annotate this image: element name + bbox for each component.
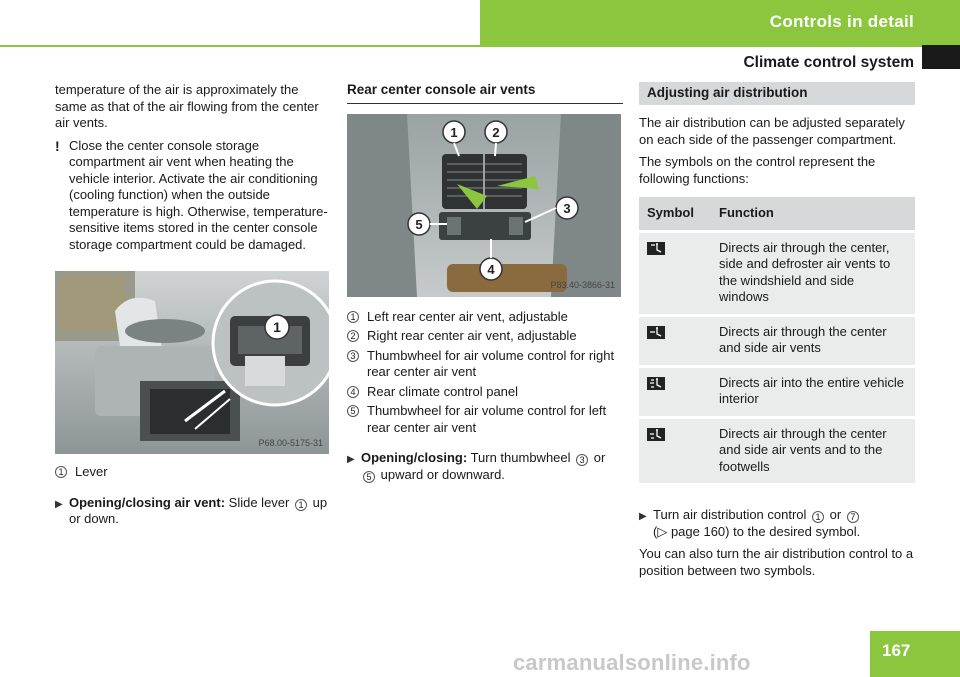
paragraph: The air distribution can be adjusted separately on each side of the passenger compartment.: [639, 115, 905, 147]
symbol-cell: [639, 366, 711, 417]
paragraph: The symbols on the control represent the following functions:: [639, 154, 876, 186]
chapter-banner: [480, 0, 960, 45]
page-number: 167: [870, 631, 960, 677]
watermark: carmanualsonline.info: [513, 650, 751, 675]
legend-item: [347, 309, 623, 326]
column-left: [55, 82, 330, 528]
action-text: [361, 450, 623, 483]
action-step: [347, 450, 623, 483]
legend-text: Thumbwheel for air volume control for left rear center air vent: [367, 403, 607, 435]
legend-number: 4: [347, 386, 359, 398]
action-number: 1: [295, 499, 307, 511]
legend-text: Rear climate control panel: [367, 383, 519, 399]
air-center-side-footwell-icon: [647, 428, 665, 441]
section-heading: Rear center console air vents: [347, 82, 623, 104]
table-row: [639, 366, 915, 417]
callout-5: 5: [415, 216, 423, 232]
table-row: [639, 417, 915, 483]
action-number-a: 3: [576, 454, 588, 466]
callout-3: 3: [563, 200, 571, 216]
action-or: or: [593, 450, 606, 465]
legend-text: Thumbwheel for air volume control for right rear center air vent: [367, 347, 615, 379]
symbol-cell: [639, 417, 711, 483]
function-cell: Directs air through the center, side and defroster air vents to the windshield and side windows: [711, 231, 915, 315]
action-step: [639, 507, 915, 540]
action-number-b: 5: [363, 471, 375, 483]
column-middle: [347, 82, 623, 483]
function-cell: Directs air through the center and side air vents and to the footwells: [711, 417, 915, 483]
action-label: Opening/closing:: [361, 450, 468, 465]
function-cell: Directs air into the entire vehicle interior: [711, 366, 915, 417]
action-label: Opening/closing air vent:: [69, 494, 226, 510]
callout-1: 1: [450, 124, 458, 140]
legend-number: 1: [347, 311, 359, 323]
action-text: [653, 507, 861, 540]
table-header-row: [639, 197, 915, 231]
action-before: Turn thumbwheel: [470, 450, 571, 465]
legend-number: 5: [347, 405, 359, 417]
rear-console-photo: [347, 114, 621, 297]
legend-number: 3: [347, 350, 359, 362]
warning-text: Close the center console storage compartment air vent when heating the vehicle interior. Activate the air conditioning (cooling function) when the outside temperature is high. Otherwise, temperature-sensitive items stored in the center console storage compartment could be damaged.: [69, 137, 328, 252]
table-row: [639, 231, 915, 315]
center-console-photo: [55, 271, 329, 454]
legend-text: Right rear center air vent, adjustable: [367, 328, 577, 343]
air-entire-interior-icon: [647, 377, 665, 390]
header-band: [0, 0, 960, 45]
legend-number: 2: [347, 330, 359, 342]
closing-paragraph: You can also turn the air distribution control to a position between two symbols.: [639, 546, 914, 578]
arrow-icon: ▶: [639, 511, 647, 522]
thumb-tab: [922, 45, 960, 69]
legend-item: [347, 348, 623, 381]
symbol-table: [639, 197, 915, 483]
action-after: upward or downward.: [380, 466, 505, 482]
section-heading: Adjusting air distribution: [639, 82, 915, 105]
header-rule: [0, 45, 960, 47]
action-before: Turn air distribution control: [653, 507, 807, 522]
action-number-a: 1: [812, 511, 824, 523]
symbol-cell: [639, 315, 711, 366]
intro-paragraph: temperature of the air is approximately the same as that of the air flowing from the center air vents.: [55, 82, 319, 130]
legend-item: [347, 403, 623, 436]
action-before: Slide lever: [228, 494, 290, 510]
photo-code: P68.00-5175-31: [258, 437, 323, 448]
air-center-side-defrost-icon: [647, 242, 665, 255]
callout-1: 1: [273, 319, 281, 335]
action-text: [69, 495, 330, 528]
action-after: up or down.: [69, 494, 328, 526]
warning-note: [55, 138, 330, 254]
page-reference[interactable]: (▷ page 160) to the desired symbol.: [653, 523, 861, 539]
action-or: or: [829, 507, 842, 522]
photo-code: P83.40-3866-31: [550, 280, 615, 290]
arrow-icon: ▶: [55, 498, 63, 510]
action-number-b: 7: [847, 511, 859, 523]
legend-text: Lever: [75, 464, 108, 479]
callout-4: 4: [487, 261, 495, 277]
table-row: [639, 315, 915, 366]
legend-text: Left rear center air vent, adjustable: [367, 308, 568, 324]
legend-number: 1: [55, 466, 67, 478]
section-title: Climate control system: [743, 54, 914, 71]
arrow-icon: ▶: [347, 454, 355, 465]
chapter-title: Controls in detail: [769, 12, 914, 31]
column-right: [639, 82, 915, 585]
center-console-illustration: [55, 271, 329, 454]
action-step: [55, 495, 330, 528]
table-header: Function: [711, 197, 915, 231]
function-cell: Directs air through the center and side air vents: [711, 315, 915, 366]
table-header: Symbol: [639, 197, 711, 231]
callout-2: 2: [492, 124, 500, 140]
legend-item: [55, 464, 330, 481]
rear-vents-illustration: [347, 114, 621, 297]
symbol-cell: [639, 231, 711, 315]
warning-icon: !: [55, 137, 60, 154]
legend-item: [347, 328, 623, 345]
legend-item: [347, 384, 623, 401]
air-center-side-icon: [647, 326, 665, 339]
